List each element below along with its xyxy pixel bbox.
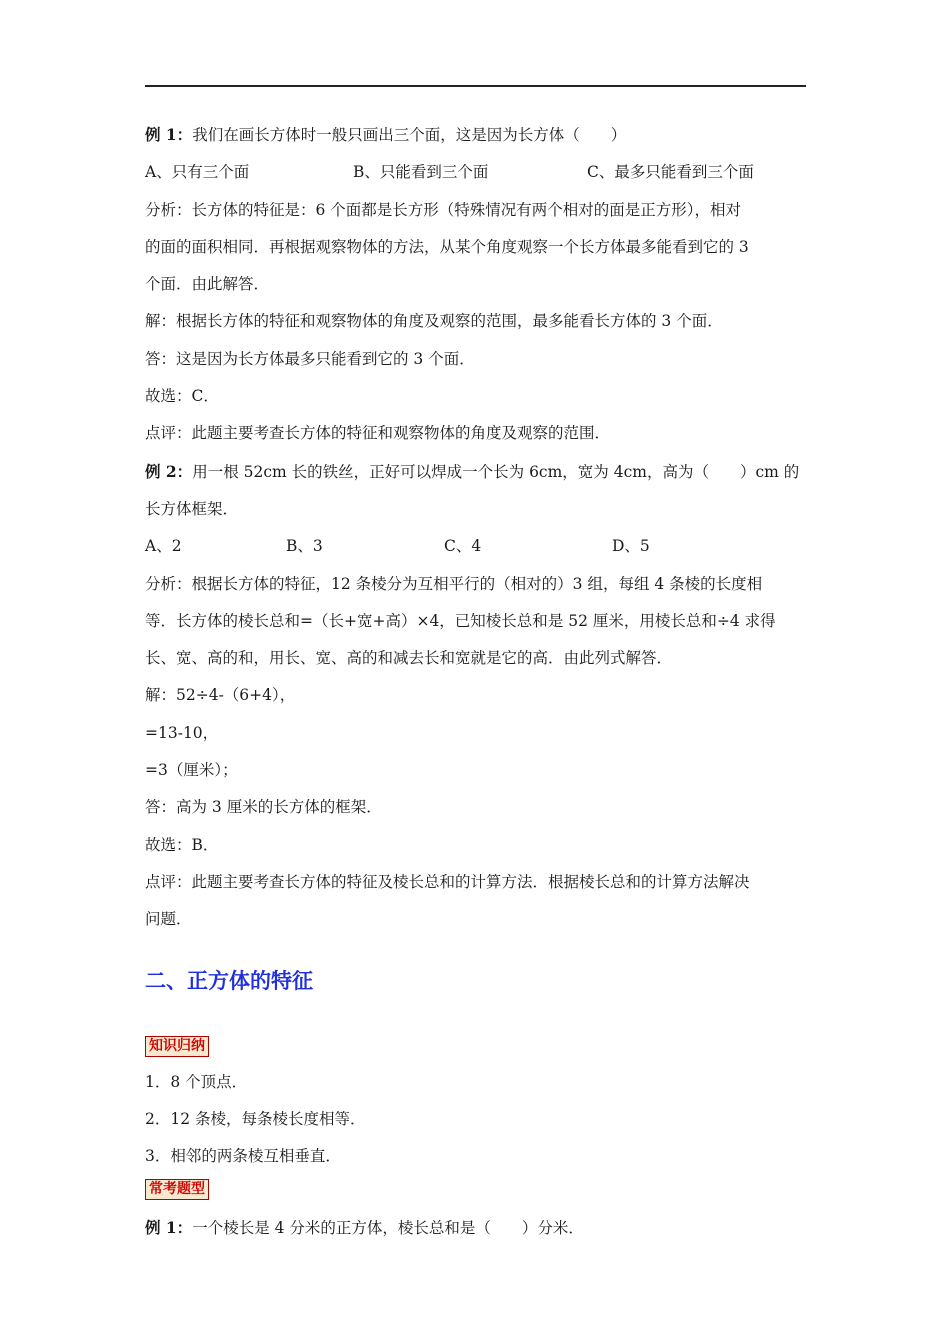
solution-line: 解：根据长方体的特征和观察物体的角度及观察的范围，最多能看长方体的 3 个面． [145, 312, 723, 331]
question-text: 一个棱长是 4 分米的正方体，棱长总和是（ ）分米． [192, 1219, 584, 1238]
section-heading: 二、正方体的特征 [145, 968, 313, 993]
example-1-question [145, 116, 806, 154]
option-b: B、3 [286, 537, 323, 556]
common-tag: 常考题型 [145, 1179, 209, 1200]
solution-line: 解：52÷4-（6+4）， [145, 686, 296, 705]
analysis-line: 长、宽、高的和，用长、宽、高的和减去长和宽就是它的高．由此列式解答． [145, 649, 673, 668]
analysis-line: 分析：根据长方体的特征，12 条棱分为互相平行的（相对的）3 组，每组 4 条棱的长度相 [145, 574, 763, 593]
example-2-question [145, 453, 806, 491]
question-text-cont: 长方体框架． [145, 499, 239, 518]
solution-line: =3（厘米）； [145, 761, 238, 780]
option-a: A、只有三个面 [145, 163, 250, 182]
analysis-line: 分析：长方体的特征是：6 个面都是长方形（特殊情况有两个相对的面是正方形），相对 [145, 200, 742, 219]
analysis-line: 的面的面积相同．再根据观察物体的方法，从某个角度观察一个长方体最多能看到它的 3 [145, 237, 749, 256]
option-c: C、最多只能看到三个面 [587, 163, 754, 182]
comment-line: 点评：此题主要考查长方体的特征及棱长总和的计算方法．根据棱长总和的计算方法解决 [145, 872, 750, 891]
option-c: C、4 [444, 537, 482, 556]
answer-line: 答：高为 3 厘米的长方体的框架． [145, 798, 382, 817]
section2-example-1 [145, 1209, 806, 1247]
document-body [145, 116, 806, 1248]
question-text: 我们在画长方体时一般只画出三个面，这是因为长方体（ ） [192, 126, 627, 144]
knowledge-point: 2．12 条棱，每条棱长度相等． [145, 1109, 366, 1128]
analysis-line: 等．长方体的棱长总和=（长+宽+高）×4，已知棱长总和是 52 厘米，用棱长总和÷4 求得 [145, 611, 776, 630]
question-text: 用一根 52cm 长的铁丝，正好可以焊成一个长为 6cm，宽为 4cm，高为（ ）cm 的 [192, 462, 800, 481]
analysis-line: 个面．由此解答． [145, 275, 270, 294]
common-tag-row [145, 1175, 806, 1209]
comment-line: 点评：此题主要考查长方体的特征和观察物体的角度及观察的范围． [145, 424, 611, 443]
header-rule [145, 85, 806, 87]
comment-line: 问题． [145, 910, 192, 929]
knowledge-tag-row [145, 1027, 806, 1064]
example-2-options [145, 528, 806, 565]
choice-line: 故选：B． [145, 835, 219, 854]
solution-line: =13-10， [145, 723, 219, 742]
example-label: 例 1： [145, 125, 193, 144]
option-b: B、只能看到三个面 [353, 163, 489, 182]
option-a: A、2 [145, 537, 182, 556]
example-label: 例 2： [145, 461, 193, 481]
answer-line: 答：这是因为长方体最多只能看到它的 3 个面． [145, 349, 475, 368]
choice-line: 故选：C． [145, 387, 219, 406]
knowledge-point: 1．8 个顶点． [145, 1072, 248, 1091]
knowledge-point: 3．相邻的两条棱互相垂直． [145, 1147, 341, 1166]
example-label: 例 1： [145, 1218, 193, 1238]
option-d: D、5 [612, 537, 650, 556]
example-1-options [145, 154, 806, 191]
knowledge-tag: 知识归纳 [145, 1036, 209, 1057]
